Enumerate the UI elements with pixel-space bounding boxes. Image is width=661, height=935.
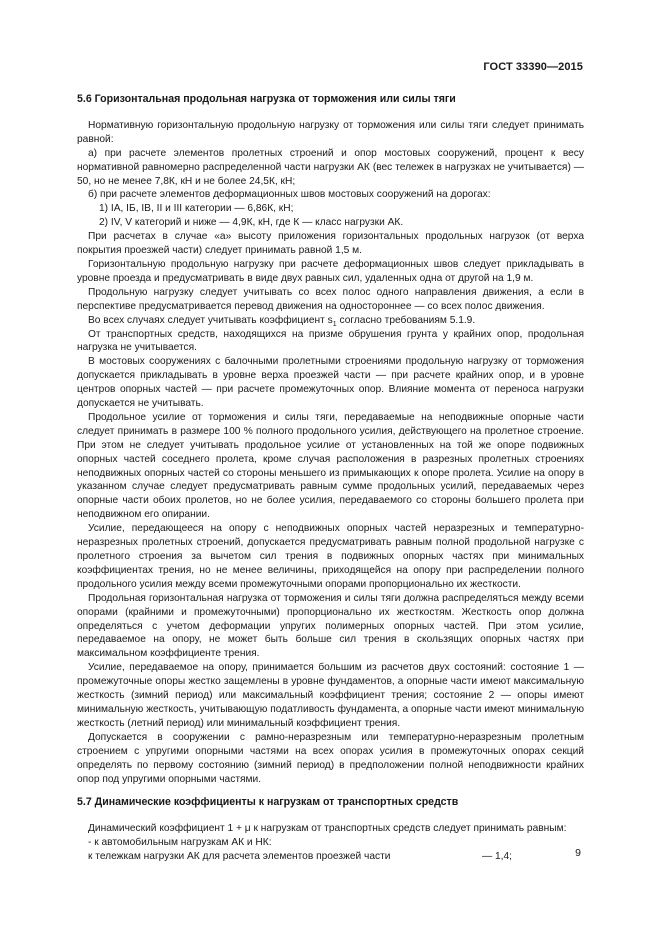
paragraph-item-b: б) при расчете элементов деформационных швов мостовых сооружений на дорогах:: [88, 189, 491, 201]
paragraph: Продольная горизонтальная нагрузка от торможения и силы тяги должна распределяться между всеми опорами (крайними и промежуточными) пропорционально их жесткостям. Жесткость опор должна определяться с учетом деформации упругих полимерных опорных частей. При этом усилие, передаваемое на опору, не может быть больше сил трения в скользящих опорных частях при максимальном коэффициенте трения.: [77, 592, 584, 660]
page-number: 9: [575, 847, 581, 859]
paragraph-item-a: а) при расчете элементов пролетных строений и опор мостовых сооружений, процент к весу нормативной равномерно распределенной части нагрузки АК (вес тележек в нагрузках не учитывается) — 50, но не менее 7,8К, кН и не более 24,5К, кН;: [77, 147, 584, 187]
paragraph: От транспортных средств, находящихся на призме обрушения грунта у крайних опор, продольная нагрузка не учитывается.: [77, 328, 584, 354]
paragraph-coefficient: [77, 314, 584, 328]
paragraph: При расчетах в случае «а» высоту приложения горизонтальных продольных нагрузок (от верха покрытия проезжей части) следует принимать равной 1,5 м.: [77, 231, 584, 257]
coef-text-end: согласно требованиям 5.1.9.: [336, 314, 476, 326]
section-5-6-title: 5.6 Горизонтальная продольная нагрузка от торможения или силы тяги: [77, 93, 456, 105]
paragraph: В мостовых сооружениях с балочными пролетными строениями продольную нагрузку от торможения допускается прикладывать в уровне верха проезжей части — при расчете крайних опор, и в уровне центров опорных частей — при расчете промежуточных опор. Влияние момента от переноса нагрузки допускается не учитывать.: [77, 356, 584, 410]
subitem-b1: 1) IА, IБ, IВ, II и III категории — 6,86К, кН;: [99, 203, 294, 215]
page-content: [77, 93, 584, 864]
list-item: - к автомобильным нагрузкам АК и НК:: [88, 837, 272, 849]
coefficient-value: — 1,4;: [481, 851, 512, 863]
paragraph: Динамический коэффициент 1 + μ к нагрузкам от транспортных средств следует принимать равным:: [88, 823, 567, 835]
paragraph: Усилие, передаваемое на опору, принимается большим из расчетов двух состояний: состояние 1 — промежуточные опоры жестко защемлены в уровне фундаментов, а опорные части имеют максимальную жесткость (зимний период) или максимальный коэффициент трения; состояние 2 — опоры имеют минимальную жесткость, учитывающую податливость фундамента, а опорные части имеют минимальную жесткость (летний период) или минимальный коэффициент трения.: [77, 662, 584, 729]
paragraph: Усилие, передающееся на опору с неподвижных опорных частей неразрезных и температурно-неразрезных пролетных строений, допускается предусматривать равным полной продольной нагрузке с пролетного строения за вычетом сил трения в подвижных опорных частях при минимальных коэффициентах трения, но не менее величины, приходящейся на опору при распределении полного продольного усилия между всеми промежуточными опорами пропорционально их жесткости.: [77, 523, 584, 590]
standard-header: ГОСТ 33390—2015: [483, 61, 583, 73]
paragraph: Допускается в сооружении с рамно-неразрезным или температурно-неразрезным пролетным строением с упругими опорными частями на всех опорах усилия в промежуточных опорах секций определять по первому состоянию (зимний период) в предположении полной неподвижности крайних опор под упругими опорными частями.: [77, 731, 584, 785]
paragraph: Продольную нагрузку следует учитывать со всех полос одного направления движения, а если в перспективе предусматривается перевод движения на одностороннее — со всех полос движения.: [77, 286, 584, 312]
coef-text-start: Во всех случаях следует учитывать коэффициент s: [88, 314, 333, 326]
paragraph: Нормативную горизонтальную продольную нагрузку от торможения или силы тяги следует принимать равной:: [77, 119, 584, 145]
section-5-7-title: 5.7 Динамические коэффициенты к нагрузкам от транспортных средств: [77, 796, 459, 809]
coef-subscript: 1: [332, 320, 337, 328]
paragraph: Продольное усилие от торможения и силы тяги, передаваемые на неподвижные опорные части следует принимать в размере 100 % полного продольного усилия, действующего на пролетное строение. При этом не следует учитывать продольное усилие от установленных на той же опоре подвижных опорных частей соседнего пролета, кроме случая расположения в разрезных пролетных строениях неподвижных опорных частей со стороны меньшего из примыкающих к опоре пролета. Усилие на опору в указанном случае следует предусматривать равным сумме продольных усилий, передаваемых через опорные части обоих пролетов, но не более усилия, передаваемого со стороны большего пролета при неподвижном его опирании.: [77, 411, 584, 521]
paragraph: Горизонтальную продольную нагрузку при расчете деформационных швов следует прикладывать в уровне проезда и предусматривать в виде двух равных сил, удаленных одна от другой на 1,9 м.: [77, 258, 584, 284]
coefficient-row: [77, 850, 584, 864]
coefficient-label: к тележкам нагрузки АК для расчета элементов проезжей части: [88, 851, 391, 863]
subitem-b2: 2) IV, V категорий и ниже — 4,9К, кН, где К — класс нагрузки АК.: [99, 217, 404, 229]
